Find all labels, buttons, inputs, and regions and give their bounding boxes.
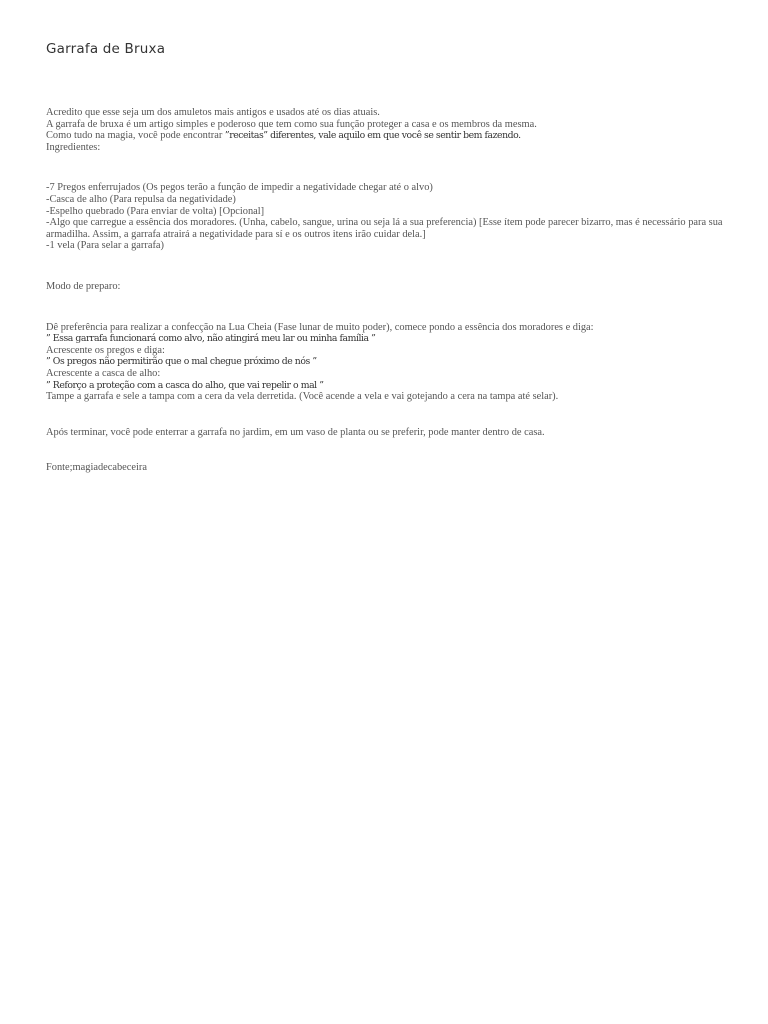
source-text: Fonte;magiadecabeceira (46, 462, 147, 474)
intro-paragraph (46, 107, 736, 153)
document-body (46, 107, 736, 474)
incantation-quote: ” Os pregos não permitirão que o mal chegue próximo de nós ” (46, 356, 317, 368)
after-paragraph (46, 427, 736, 439)
intro-line-3-quote: ”receitas” diferentes, vale aquilo em que você se sentir bem fazendo. (224, 130, 521, 142)
step-line: Dê preferência para realizar a confecção na Lua Cheia (Fase lunar de muito poder), comece pondo a essência dos moradores e diga: (46, 321, 594, 333)
incantation-quote: ” Essa garrafa funcionará como alvo, não atingirá meu lar ou minha família ” (46, 333, 376, 345)
intro-line-3 (46, 130, 736, 142)
after-text: Após terminar, você pode enterrar a garrafa no jardim, em um vaso de planta ou se preferir, pode manter dentro de casa. (46, 426, 545, 438)
steps-paragraph (46, 322, 736, 403)
step-line: Acrescente a casca de alho: (46, 367, 161, 379)
ingredients-label: Ingredientes: (46, 141, 101, 153)
intro-line-2: A garrafa de bruxa é um artigo simples e poderoso que tem como sua função proteger a casa e os membros da mesma. (46, 118, 537, 130)
intro-line-1: Acredito que esse seja um dos amuletos mais antigos e usados até os dias atuais. (46, 107, 380, 118)
ingredients-list (46, 182, 736, 252)
intro-line-3-text: Como tudo na magia, você pode encontrar (46, 130, 225, 142)
ingredient-item: -7 Pregos enferrujados (Os pegos terão a função de impedir a negatividade chegar até o alvo) (46, 182, 433, 194)
ingredient-item: -1 vela (Para selar a garrafa) (46, 240, 164, 252)
incantation-quote: ” Reforço a proteção com a casca do alho, que vai repelir o mal ” (46, 379, 324, 391)
ingredient-item: -Algo que carregue a essência dos moradores. (Unha, cabelo, sangue, urina ou seja lá a sua preferencia) [Esse ítem pode parecer bizarro, mas é necessário para sua armadilha. Assim, a garrafa atrairá a negatividade para sí e os outros itens irão cuidar dela.] (46, 217, 723, 240)
method-heading: Modo de preparo: (46, 280, 121, 292)
ingredient-item: -Espelho quebrado (Para enviar de volta) [Opcional] (46, 205, 265, 217)
source-paragraph (46, 462, 736, 474)
ingredient-item: -Casca de alho (Para repulsa da negatividade) (46, 193, 236, 205)
document-title: Garrafa de Bruxa (46, 41, 166, 57)
method-heading-paragraph (46, 281, 736, 293)
step-line: Acrescente os pregos e diga: (46, 344, 165, 356)
step-line: Tampe a garrafa e sele a tampa com a cera da vela derretida. (Você acende a vela e vai gotejando a cera na tampa até selar). (46, 391, 559, 403)
